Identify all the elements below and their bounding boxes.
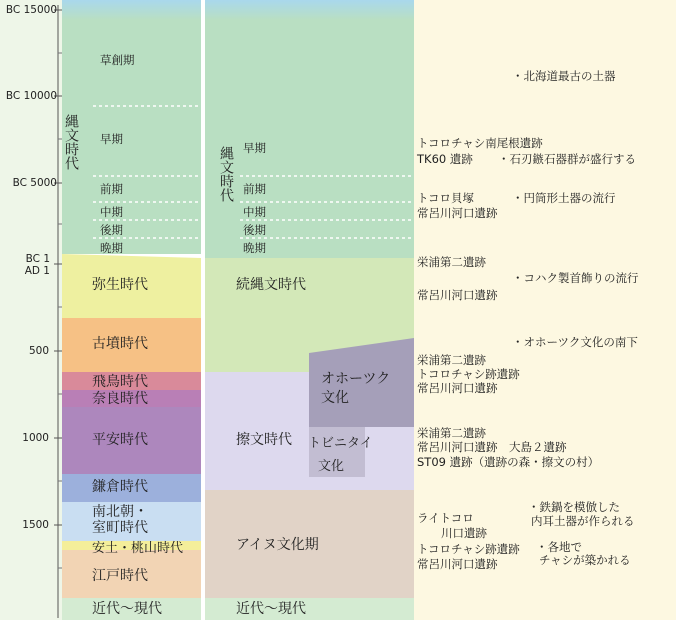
site-tokorochashi-minami-one: トコロチャシ南尾根遺跡 xyxy=(417,136,543,150)
period-label-heian: 平安時代 xyxy=(92,432,148,448)
period-label-edo: 江戸時代 xyxy=(92,568,148,584)
note-oldest-pottery: ・北海道最古の土器 xyxy=(512,69,616,83)
site-tk60: TK60 遺跡 xyxy=(417,152,473,166)
period-label-nara: 奈良時代 xyxy=(92,391,148,407)
honshu-sub-sosoki: 草創期 xyxy=(100,53,135,67)
site-sakaeura-daini-1: 栄浦第二遺跡 xyxy=(417,255,486,269)
hokkaido-sub-banki: 晩期 xyxy=(243,241,266,255)
hokkaido-sub-koki: 後期 xyxy=(243,223,266,237)
note-inner-ear-pottery: 内耳土器が作られる xyxy=(531,514,635,528)
period-label-modern: 近代〜現代 xyxy=(92,601,162,617)
honshu-sub-zenki: 前期 xyxy=(100,182,123,196)
tick-label-500: 500 xyxy=(28,345,49,357)
period-label-tobinitai-bunka: 文化 xyxy=(318,459,345,474)
honshu-sub-koki: 後期 xyxy=(100,223,123,237)
note-cylindrical-pottery: ・円筒形土器の流行 xyxy=(512,191,616,205)
period-label-nanbokucho: 南北朝・ xyxy=(92,504,148,520)
site-tokoro-kaizuka: トコロ貝塚 xyxy=(417,191,475,205)
note-chashi-built: チャシが築かれる xyxy=(539,553,631,567)
hokkaido-sub-soki: 早期 xyxy=(243,141,266,155)
hokkaido-sub-chuki: 中期 xyxy=(243,205,266,219)
period-label-tobinitai: トビニタイ xyxy=(308,436,373,451)
honshu-sub-banki: 晩期 xyxy=(100,241,123,255)
tick-label-bc1: BC 1 xyxy=(25,253,50,265)
site-tokorogawa-kako-3: 常呂川河口遺跡 xyxy=(417,381,498,395)
site-raitokoro: ライトコロ xyxy=(417,511,474,525)
period-label-satsumon: 擦文時代 xyxy=(236,432,292,448)
period-label-kofun: 古墳時代 xyxy=(92,336,148,352)
period-band-hk-jomon xyxy=(205,20,414,258)
period-label-muromachi: 室町時代 xyxy=(92,520,148,536)
site-tokorochashi-ato-1: トコロチャシ跡遺跡 xyxy=(417,367,520,381)
site-tokorogawa-kako-2: 常呂川河口遺跡 xyxy=(417,288,498,302)
period-label-kamakura: 鎌倉時代 xyxy=(92,479,148,495)
site-tokorogawa-kako-4: 常呂川河口遺跡 xyxy=(417,557,498,571)
jomon-label-hokkaido: 縄文時代 xyxy=(218,146,234,202)
site-st09: ST09 遺跡（遺跡の森・擦文の村） xyxy=(417,455,600,469)
tick-label-bc15000: BC 15000 xyxy=(5,4,57,16)
honshu-sub-chuki: 中期 xyxy=(100,205,123,219)
site-sakaeura-daini-2: 栄浦第二遺跡 xyxy=(417,353,486,367)
tick-label-ad1: AD 1 xyxy=(24,265,50,277)
period-label-hk-modern: 近代〜現代 xyxy=(236,601,306,617)
jomon-label-honshu: 縄文時代 xyxy=(63,114,79,170)
tick-label-bc10000: BC 10000 xyxy=(5,90,57,102)
site-kawaguchi: 川口遺跡 xyxy=(441,526,487,540)
period-label-okhotsk-bunka: 文化 xyxy=(321,390,349,406)
period-label-asuka: 飛鳥時代 xyxy=(92,374,148,390)
honshu-sub-soki: 早期 xyxy=(100,132,123,146)
period-label-zokujomon: 続縄文時代 xyxy=(236,277,306,293)
note-iron-pot-imitation: ・鉄鍋を模倣した xyxy=(528,500,620,514)
tick-label-1500: 1500 xyxy=(22,519,49,531)
note-amber-necklace: ・コハク製首飾りの流行 xyxy=(512,271,639,285)
site-tokorochashi-ato-2: トコロチャシ跡遺跡 xyxy=(417,542,520,556)
site-tokorogawa-kako-oshima: 常呂川河口遺跡 大島２遺跡 xyxy=(417,440,567,454)
note-blade-arrowheads: ・石刃鏃石器群が盛行する xyxy=(498,152,636,166)
note-various-places: ・各地で xyxy=(536,540,582,554)
period-label-okhotsk: オホーツク xyxy=(321,371,391,387)
period-label-yayoi: 弥生時代 xyxy=(92,277,148,293)
period-label-azuchi-momoyama: 安土・桃山時代 xyxy=(92,541,184,556)
period-label-ainu: アイヌ文化期 xyxy=(236,537,319,553)
site-tokorogawa-kako-1: 常呂川河口遺跡 xyxy=(417,206,498,220)
note-okhotsk-southward: ・オホーツク文化の南下 xyxy=(512,335,638,349)
hokkaido-column xyxy=(205,0,414,620)
site-sakaeura-daini-3: 栄浦第二遺跡 xyxy=(417,426,486,440)
tick-label-1000: 1000 xyxy=(22,432,49,444)
tick-label-bc5000: BC 5000 xyxy=(12,177,57,189)
hokkaido-sub-zenki: 前期 xyxy=(243,182,266,196)
